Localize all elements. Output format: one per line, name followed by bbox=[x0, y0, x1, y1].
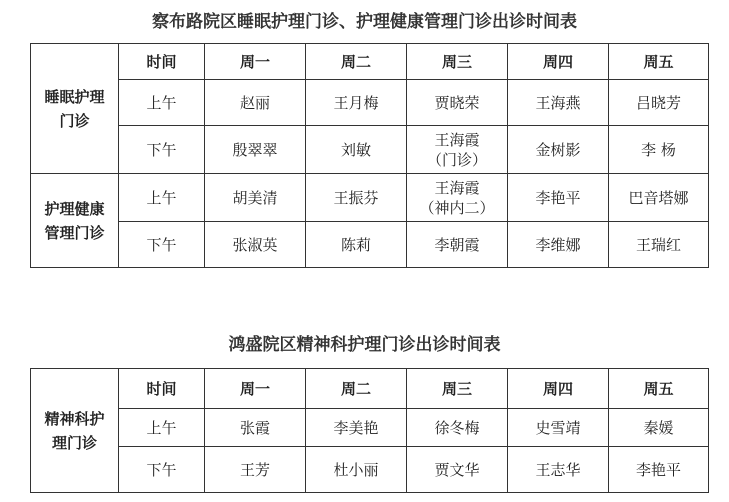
time-cell: 下午 bbox=[119, 126, 205, 174]
schedule-cell: 张淑英 bbox=[205, 222, 306, 268]
group-name-line1: 睡眠护理 bbox=[44, 87, 105, 106]
header-row bbox=[31, 369, 709, 409]
schedule-cell: 王月梅 bbox=[306, 80, 407, 126]
time-cell: 下午 bbox=[119, 447, 205, 493]
header-wed: 周三 bbox=[407, 369, 508, 409]
schedule-cell: 巴音塔娜 bbox=[609, 174, 709, 222]
schedule-cell: 胡美清 bbox=[205, 174, 306, 222]
schedule-note: （门诊） bbox=[426, 150, 487, 169]
header-time: 时间 bbox=[119, 369, 205, 409]
header-time: 时间 bbox=[119, 44, 205, 80]
time-cell: 上午 bbox=[119, 174, 205, 222]
group-name-line1: 护理健康 bbox=[44, 199, 105, 218]
group-name-health-management bbox=[31, 174, 119, 268]
schedule-cell: 贾文华 bbox=[407, 447, 508, 493]
schedule-cell: 王芳 bbox=[205, 447, 306, 493]
schedule-cell: 王瑞红 bbox=[609, 222, 709, 268]
schedule-cell: 陈莉 bbox=[306, 222, 407, 268]
header-thu: 周四 bbox=[508, 369, 609, 409]
time-cell: 下午 bbox=[119, 222, 205, 268]
group-name-line1: 精神科护 bbox=[44, 409, 105, 428]
schedule-cell: 李 杨 bbox=[609, 126, 709, 174]
schedule-note: （神内二） bbox=[419, 198, 495, 217]
group-name-sleep-nursing bbox=[31, 44, 119, 174]
table-row bbox=[31, 222, 709, 268]
group-name-line2: 管理门诊 bbox=[44, 223, 105, 242]
schedule-cell: 李美艳 bbox=[306, 409, 407, 447]
schedule-cell: 金树影 bbox=[508, 126, 609, 174]
header-tue: 周二 bbox=[306, 44, 407, 80]
table1-title: 察布路院区睡眠护理门诊、护理健康管理门诊出诊时间表 bbox=[152, 12, 577, 32]
schedule-cell: 贾晓荣 bbox=[407, 80, 508, 126]
table2-title: 鸿盛院区精神科护理门诊出诊时间表 bbox=[228, 335, 501, 355]
header-tue: 周二 bbox=[306, 369, 407, 409]
group-name-line2: 理门诊 bbox=[51, 433, 97, 452]
schedule-cell: 史雪靖 bbox=[508, 409, 609, 447]
time-cell: 上午 bbox=[119, 409, 205, 447]
schedule-name: 王海霞 bbox=[434, 178, 480, 197]
header-mon: 周一 bbox=[205, 369, 306, 409]
schedule-cell bbox=[407, 174, 508, 222]
schedule-cell: 李维娜 bbox=[508, 222, 609, 268]
clinic-schedule-table-2 bbox=[30, 368, 709, 493]
header-wed: 周三 bbox=[407, 44, 508, 80]
group-name-line2: 门诊 bbox=[59, 111, 90, 130]
table-row bbox=[31, 447, 709, 493]
header-fri: 周五 bbox=[609, 369, 709, 409]
schedule-cell: 王志华 bbox=[508, 447, 609, 493]
schedule-cell: 王海燕 bbox=[508, 80, 609, 126]
header-thu: 周四 bbox=[508, 44, 609, 80]
schedule-cell: 李艳平 bbox=[609, 447, 709, 493]
time-cell: 上午 bbox=[119, 80, 205, 126]
header-row bbox=[31, 44, 709, 80]
schedule-cell: 秦媛 bbox=[609, 409, 709, 447]
schedule-cell: 吕晓芳 bbox=[609, 80, 709, 126]
table-row bbox=[31, 409, 709, 447]
schedule-cell: 王振芬 bbox=[306, 174, 407, 222]
header-fri: 周五 bbox=[609, 44, 709, 80]
table-row bbox=[31, 126, 709, 174]
header-mon: 周一 bbox=[205, 44, 306, 80]
group-name-psychiatric-nursing bbox=[31, 369, 119, 493]
schedule-cell: 徐冬梅 bbox=[407, 409, 508, 447]
schedule-cell: 张霞 bbox=[205, 409, 306, 447]
schedule-name: 王海霞 bbox=[434, 130, 480, 149]
schedule-cell bbox=[407, 126, 508, 174]
table-row bbox=[31, 174, 709, 222]
clinic-schedule-table-1 bbox=[30, 43, 709, 268]
schedule-cell: 杜小丽 bbox=[306, 447, 407, 493]
table-row bbox=[31, 80, 709, 126]
schedule-cell: 李朝霞 bbox=[407, 222, 508, 268]
schedule-cell: 殷翠翠 bbox=[205, 126, 306, 174]
schedule-cell: 赵丽 bbox=[205, 80, 306, 126]
schedule-cell: 李艳平 bbox=[508, 174, 609, 222]
schedule-cell: 刘敏 bbox=[306, 126, 407, 174]
